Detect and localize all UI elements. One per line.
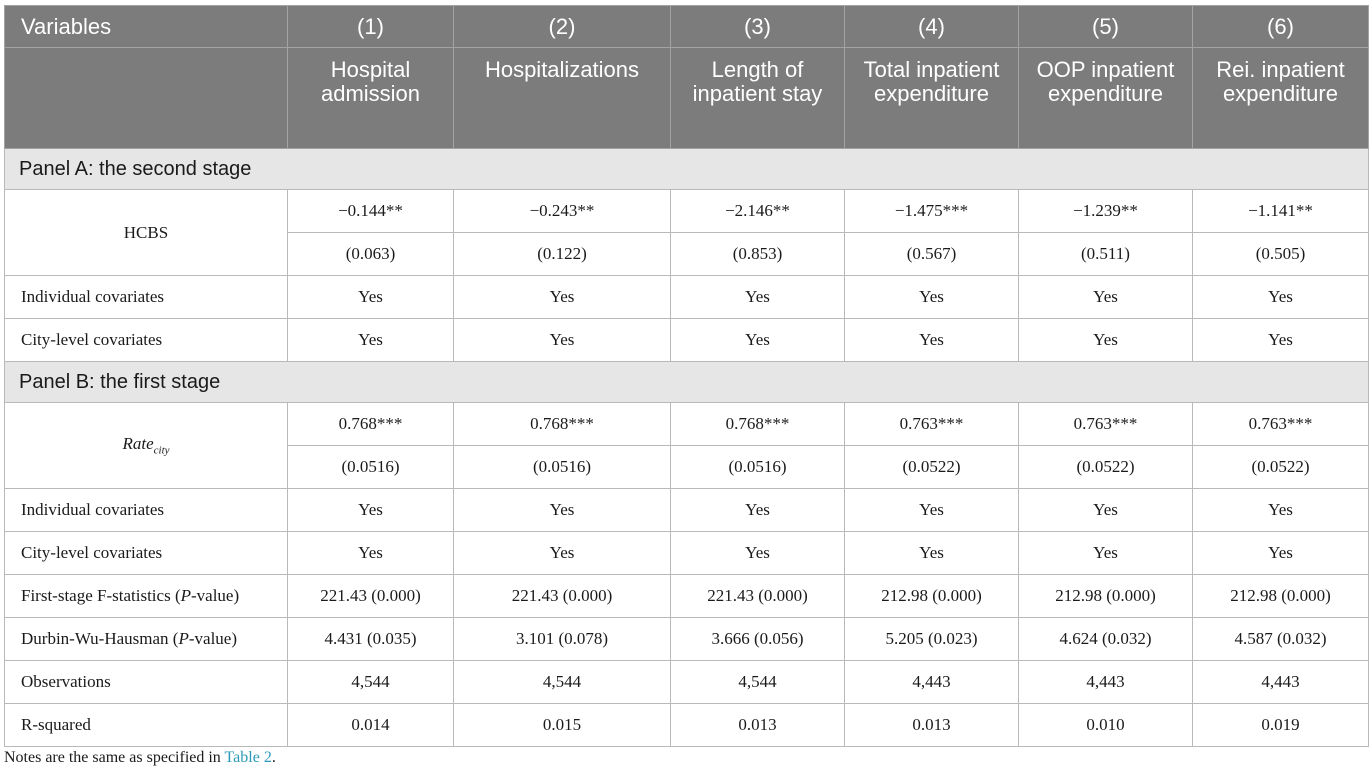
table-cell: 4.431 (0.035) xyxy=(288,618,454,661)
table-cell: Yes xyxy=(1193,532,1369,575)
table-cell: −1.141** xyxy=(1193,190,1369,233)
table-cell: 0.019 xyxy=(1193,704,1369,747)
table-cell: Yes xyxy=(671,489,845,532)
panel-b-title: Panel B: the first stage xyxy=(5,362,1369,403)
fstat-label-pre: First-stage F-statistics ( xyxy=(21,586,181,605)
table-cell: Yes xyxy=(671,532,845,575)
table-cell: 0.768*** xyxy=(454,403,671,446)
table-note xyxy=(4,749,276,767)
table-cell: −1.475*** xyxy=(845,190,1019,233)
table-cell: 221.43 (0.000) xyxy=(288,575,454,618)
table-cell: 212.98 (0.000) xyxy=(1193,575,1369,618)
table-row xyxy=(5,532,1369,575)
table-cell: Yes xyxy=(1193,489,1369,532)
table-cell: Yes xyxy=(288,276,454,319)
table-cell: 4.587 (0.032) xyxy=(1193,618,1369,661)
table-cell: 0.768*** xyxy=(288,403,454,446)
table-cell: 0.763*** xyxy=(1193,403,1369,446)
column-number-3: (3) xyxy=(671,6,845,48)
table-cell: 5.205 (0.023) xyxy=(845,618,1019,661)
rate-label-text: Rate xyxy=(122,434,154,454)
column-label-1: Hospital admission xyxy=(288,48,454,149)
table-cell: 0.013 xyxy=(845,704,1019,747)
table-cell: 3.101 (0.078) xyxy=(454,618,671,661)
table-cell: Yes xyxy=(1019,319,1193,362)
table-cell: 221.43 (0.000) xyxy=(454,575,671,618)
table-row xyxy=(5,319,1369,362)
table-cell: −1.239** xyxy=(1019,190,1193,233)
table-cell: 0.763*** xyxy=(1019,403,1193,446)
table-cell: 4,443 xyxy=(1019,661,1193,704)
table-cell: Yes xyxy=(845,276,1019,319)
table-cell: Yes xyxy=(454,276,671,319)
header-row-numbers xyxy=(5,6,1369,48)
table-cell: (0.0516) xyxy=(288,446,454,489)
table-row xyxy=(5,190,1369,233)
table-row xyxy=(5,575,1369,618)
table-cell: (0.122) xyxy=(454,233,671,276)
row-label: City-level covariates xyxy=(5,532,288,575)
table-cell: 4,443 xyxy=(845,661,1019,704)
table-cell: (0.0516) xyxy=(454,446,671,489)
table-cell: Yes xyxy=(845,319,1019,362)
table-cell: (0.0522) xyxy=(1019,446,1193,489)
table-row xyxy=(5,489,1369,532)
table-cell: Yes xyxy=(671,276,845,319)
table-row xyxy=(5,618,1369,661)
table-cell: 0.013 xyxy=(671,704,845,747)
row-label: R-squared xyxy=(5,704,288,747)
note-period: . xyxy=(271,749,276,766)
table-cell: Yes xyxy=(1193,276,1369,319)
table-cell: (0.0522) xyxy=(845,446,1019,489)
panel-b-header xyxy=(5,362,1369,403)
table-cell: 4.624 (0.032) xyxy=(1019,618,1193,661)
table-2-link[interactable]: Table 2 xyxy=(224,749,272,766)
rate-city-label xyxy=(5,403,288,489)
table-cell: 4,544 xyxy=(454,661,671,704)
column-number-1: (1) xyxy=(288,6,454,48)
column-number-6: (6) xyxy=(1193,6,1369,48)
table-cell: Yes xyxy=(288,319,454,362)
table-cell: 212.98 (0.000) xyxy=(845,575,1019,618)
table-cell: Yes xyxy=(845,489,1019,532)
column-label-3: Length of inpatient stay xyxy=(671,48,845,149)
column-number-2: (2) xyxy=(454,6,671,48)
table-cell: Yes xyxy=(1193,319,1369,362)
table-cell: 212.98 (0.000) xyxy=(1019,575,1193,618)
table-cell: Yes xyxy=(1019,532,1193,575)
table-cell: (0.0516) xyxy=(671,446,845,489)
row-label: Individual covariates xyxy=(5,276,288,319)
header-row-labels xyxy=(5,48,1369,149)
note-text: Notes are the same as specified in xyxy=(4,749,225,766)
column-label-4: Total inpatient expenditure xyxy=(845,48,1019,149)
fstat-label-post: -value) xyxy=(191,586,240,605)
table-cell: (0.853) xyxy=(671,233,845,276)
table-cell: (0.511) xyxy=(1019,233,1193,276)
dwh-label-post: -value) xyxy=(188,629,237,648)
table-cell: 0.015 xyxy=(454,704,671,747)
dwh-label xyxy=(5,618,288,661)
table-cell: (0.505) xyxy=(1193,233,1369,276)
fstat-label-p: P xyxy=(180,586,191,605)
panel-a-title: Panel A: the second stage xyxy=(5,149,1369,190)
table-cell: 0.014 xyxy=(288,704,454,747)
table-cell: 0.010 xyxy=(1019,704,1193,747)
dwh-label-p: P xyxy=(178,629,189,648)
table-cell: 4,443 xyxy=(1193,661,1369,704)
table-cell: Yes xyxy=(671,319,845,362)
table-row xyxy=(5,403,1369,446)
table-cell: 4,544 xyxy=(671,661,845,704)
row-label: Individual covariates xyxy=(5,489,288,532)
regression-table xyxy=(4,5,1369,747)
column-number-5: (5) xyxy=(1019,6,1193,48)
column-number-4: (4) xyxy=(845,6,1019,48)
table-cell: Yes xyxy=(454,532,671,575)
table-cell: 0.763*** xyxy=(845,403,1019,446)
table-cell: 3.666 (0.056) xyxy=(671,618,845,661)
table-cell: Yes xyxy=(454,319,671,362)
table-cell: Yes xyxy=(845,532,1019,575)
panel-a-header xyxy=(5,149,1369,190)
hcbs-label: HCBS xyxy=(5,190,288,276)
table-cell: Yes xyxy=(288,532,454,575)
table-cell: (0.063) xyxy=(288,233,454,276)
column-label-6: Rei. inpatient expenditure xyxy=(1193,48,1369,149)
table-cell: Yes xyxy=(288,489,454,532)
table-cell: Yes xyxy=(454,489,671,532)
table-cell: −0.144** xyxy=(288,190,454,233)
table-row xyxy=(5,661,1369,704)
table-cell: (0.567) xyxy=(845,233,1019,276)
table-cell: 221.43 (0.000) xyxy=(671,575,845,618)
table-cell: 0.768*** xyxy=(671,403,845,446)
table-cell: Yes xyxy=(1019,489,1193,532)
header-blank-cell xyxy=(5,48,288,149)
variables-header: Variables xyxy=(5,6,288,48)
fstat-label xyxy=(5,575,288,618)
column-label-2: Hospitalizations xyxy=(454,48,671,149)
rate-subscript: city xyxy=(153,444,170,457)
row-label: City-level covariates xyxy=(5,319,288,362)
table-cell: (0.0522) xyxy=(1193,446,1369,489)
table-cell: −0.243** xyxy=(454,190,671,233)
table-cell: −2.146** xyxy=(671,190,845,233)
dwh-label-pre: Durbin-Wu-Hausman ( xyxy=(21,629,179,648)
table-row xyxy=(5,704,1369,747)
column-label-5: OOP inpatient expenditure xyxy=(1019,48,1193,149)
table-row xyxy=(5,276,1369,319)
row-label: Observations xyxy=(5,661,288,704)
table-cell: 4,544 xyxy=(288,661,454,704)
table-cell: Yes xyxy=(1019,276,1193,319)
